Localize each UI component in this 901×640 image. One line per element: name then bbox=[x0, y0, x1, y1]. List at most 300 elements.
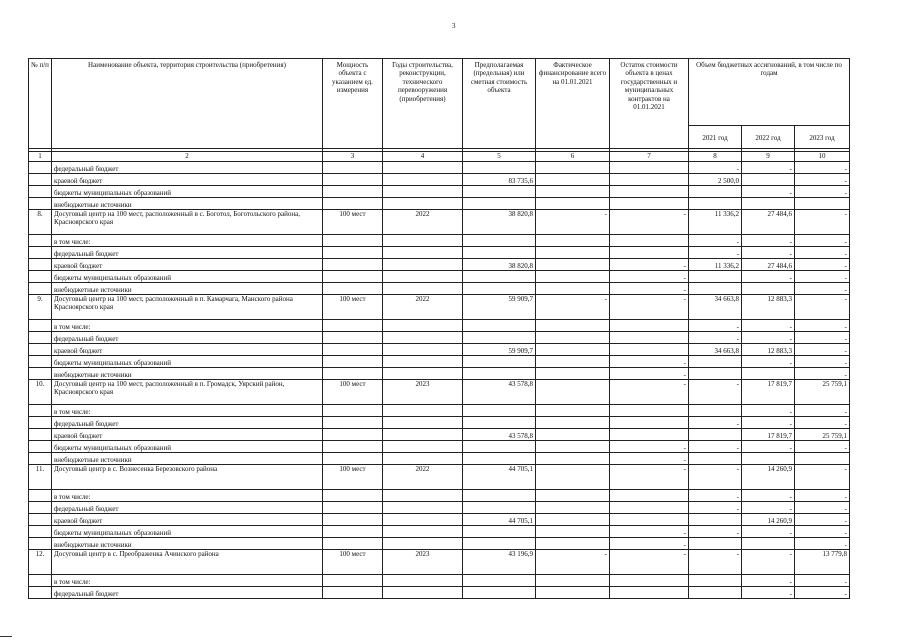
remaining-cost-cell: - bbox=[610, 526, 689, 538]
year-2022-cell bbox=[742, 453, 795, 465]
object-row bbox=[29, 465, 850, 490]
remaining-cost-cell bbox=[610, 587, 689, 599]
estimated-cost-cell: 83 735,6 bbox=[463, 174, 536, 186]
estimated-cost-cell bbox=[463, 441, 536, 453]
column-number: 10 bbox=[795, 152, 850, 162]
header-years: Годы строительства, реконструкции, технического перевооружения (приобретения) bbox=[383, 59, 463, 149]
object-name: внебюджетные источники bbox=[52, 283, 323, 295]
actual-funding-cell bbox=[536, 235, 610, 247]
years-cell bbox=[383, 502, 463, 514]
capacity-cell: 100 мест bbox=[323, 295, 383, 320]
budget-source-row bbox=[29, 174, 850, 186]
row-number: 12. bbox=[29, 550, 52, 575]
estimated-cost-cell bbox=[463, 502, 536, 514]
row-number bbox=[29, 587, 52, 599]
remaining-cost-cell bbox=[610, 162, 689, 174]
capacity-cell bbox=[323, 429, 383, 441]
budget-source-row bbox=[29, 429, 850, 441]
year-2023-cell: 25 759,1 bbox=[795, 380, 850, 405]
year-2021-cell: 2 500,0 bbox=[689, 174, 742, 186]
header-year-2021: 2021 год bbox=[689, 126, 742, 149]
remaining-cost-cell: - bbox=[610, 441, 689, 453]
capacity-cell bbox=[323, 162, 383, 174]
remaining-cost-cell: - bbox=[610, 550, 689, 575]
object-name: внебюджетные источники bbox=[52, 368, 323, 380]
budget-table-container bbox=[28, 58, 850, 599]
estimated-cost-cell bbox=[463, 332, 536, 344]
year-2021-cell: - bbox=[689, 162, 742, 174]
row-number bbox=[29, 441, 52, 453]
year-2022-cell: 14 260,9 bbox=[742, 514, 795, 526]
years-cell bbox=[383, 271, 463, 283]
remaining-cost-cell: - bbox=[610, 295, 689, 320]
row-number bbox=[29, 198, 52, 210]
row-number: 10. bbox=[29, 380, 52, 405]
year-2021-cell bbox=[689, 587, 742, 599]
years-cell bbox=[383, 283, 463, 295]
year-2021-cell bbox=[689, 198, 742, 210]
capacity-cell bbox=[323, 283, 383, 295]
object-name: федеральный бюджет bbox=[52, 502, 323, 514]
remaining-cost-cell bbox=[610, 332, 689, 344]
row-number bbox=[29, 344, 52, 356]
header-year-2022: 2022 год bbox=[742, 126, 795, 149]
remaining-cost-cell: - bbox=[610, 356, 689, 368]
actual-funding-cell bbox=[536, 198, 610, 210]
capacity-cell bbox=[323, 453, 383, 465]
estimated-cost-cell bbox=[463, 587, 536, 599]
capacity-cell bbox=[323, 417, 383, 429]
object-name: в том числе: bbox=[52, 490, 323, 502]
years-cell bbox=[383, 368, 463, 380]
year-2023-cell: - bbox=[795, 235, 850, 247]
year-2022-cell: - bbox=[742, 587, 795, 599]
year-2023-cell: - bbox=[795, 538, 850, 550]
column-numbers-row bbox=[29, 152, 850, 162]
year-2021-cell bbox=[689, 186, 742, 198]
header-name: Наименование объекта, территория строительства (приобретения) bbox=[52, 59, 323, 149]
actual-funding-cell bbox=[536, 162, 610, 174]
capacity-cell bbox=[323, 174, 383, 186]
years-cell bbox=[383, 538, 463, 550]
budget-source-row bbox=[29, 490, 850, 502]
year-2022-cell: - bbox=[742, 162, 795, 174]
remaining-cost-cell bbox=[610, 344, 689, 356]
capacity-cell bbox=[323, 538, 383, 550]
budget-source-row bbox=[29, 453, 850, 465]
years-cell: 2022 bbox=[383, 465, 463, 490]
years-cell: 2023 bbox=[383, 380, 463, 405]
row-number bbox=[29, 283, 52, 295]
budget-source-row bbox=[29, 405, 850, 417]
object-row bbox=[29, 550, 850, 575]
remaining-cost-cell bbox=[610, 417, 689, 429]
years-cell bbox=[383, 174, 463, 186]
header-capacity: Мощность объекта с указанием ед. измерения bbox=[323, 59, 383, 149]
object-name: краевой бюджет bbox=[52, 259, 323, 271]
years-cell bbox=[383, 356, 463, 368]
year-2023-cell bbox=[795, 198, 850, 210]
row-number bbox=[29, 429, 52, 441]
actual-funding-cell bbox=[536, 332, 610, 344]
year-2023-cell: - bbox=[795, 186, 850, 198]
header-estimated-cost: Предполагаемая (предельная) или сметная стоимость объекта bbox=[463, 59, 536, 149]
budget-source-row bbox=[29, 247, 850, 259]
year-2022-cell: - bbox=[742, 320, 795, 332]
year-2022-cell: - bbox=[742, 186, 795, 198]
actual-funding-cell bbox=[536, 538, 610, 550]
estimated-cost-cell: 44 705,1 bbox=[463, 465, 536, 490]
actual-funding-cell bbox=[536, 368, 610, 380]
capacity-cell bbox=[323, 441, 383, 453]
actual-funding-cell bbox=[536, 271, 610, 283]
budget-source-row bbox=[29, 259, 850, 271]
remaining-cost-cell bbox=[610, 405, 689, 417]
object-row bbox=[29, 295, 850, 320]
year-2022-cell bbox=[742, 538, 795, 550]
year-2023-cell: - bbox=[795, 320, 850, 332]
actual-funding-cell bbox=[536, 526, 610, 538]
estimated-cost-cell: 43 196,9 bbox=[463, 550, 536, 575]
object-name: бюджеты муниципальных образований bbox=[52, 441, 323, 453]
remaining-cost-cell: - bbox=[610, 453, 689, 465]
budget-source-row bbox=[29, 526, 850, 538]
year-2022-cell: 17 819,7 bbox=[742, 429, 795, 441]
budget-source-row bbox=[29, 538, 850, 550]
year-2022-cell: 27 484,6 bbox=[742, 210, 795, 235]
object-name: бюджеты муниципальных образований bbox=[52, 526, 323, 538]
year-2023-cell: - bbox=[795, 259, 850, 271]
estimated-cost-cell: 38 820,8 bbox=[463, 259, 536, 271]
years-cell: 2022 bbox=[383, 295, 463, 320]
year-2023-cell: - bbox=[795, 587, 850, 599]
actual-funding-cell bbox=[536, 441, 610, 453]
year-2023-cell: - bbox=[795, 368, 850, 380]
year-2021-cell: - bbox=[689, 465, 742, 490]
actual-funding-cell bbox=[536, 587, 610, 599]
actual-funding-cell bbox=[536, 514, 610, 526]
actual-funding-cell bbox=[536, 380, 610, 405]
estimated-cost-cell bbox=[463, 283, 536, 295]
remaining-cost-cell: - bbox=[610, 368, 689, 380]
column-number: 2 bbox=[52, 152, 323, 162]
year-2021-cell bbox=[689, 575, 742, 587]
estimated-cost-cell: 59 909,7 bbox=[463, 344, 536, 356]
year-2021-cell: - bbox=[689, 526, 742, 538]
capacity-cell bbox=[323, 368, 383, 380]
years-cell bbox=[383, 259, 463, 271]
capacity-cell bbox=[323, 405, 383, 417]
year-2021-cell bbox=[689, 538, 742, 550]
year-2022-cell bbox=[742, 283, 795, 295]
capacity-cell: 100 мест bbox=[323, 465, 383, 490]
capacity-cell: 100 мест bbox=[323, 210, 383, 235]
year-2021-cell: - bbox=[689, 550, 742, 575]
object-name: бюджеты муниципальных образований bbox=[52, 186, 323, 198]
actual-funding-cell: - bbox=[536, 210, 610, 235]
estimated-cost-cell bbox=[463, 575, 536, 587]
column-number: 1 bbox=[29, 152, 52, 162]
row-number bbox=[29, 538, 52, 550]
year-2021-cell: 34 663,8 bbox=[689, 344, 742, 356]
year-2022-cell: 17 819,7 bbox=[742, 380, 795, 405]
remaining-cost-cell bbox=[610, 198, 689, 210]
year-2022-cell: 27 484,6 bbox=[742, 259, 795, 271]
object-name: в том числе: bbox=[52, 235, 323, 247]
remaining-cost-cell: - bbox=[610, 465, 689, 490]
actual-funding-cell bbox=[536, 575, 610, 587]
year-2023-cell bbox=[795, 453, 850, 465]
header-remaining-cost: Остаток стоимости объекта в ценах государственных и муниципальных контрактов на 01.01.2021 bbox=[610, 59, 689, 149]
row-number bbox=[29, 186, 52, 198]
actual-funding-cell bbox=[536, 259, 610, 271]
years-cell: 2022 bbox=[383, 210, 463, 235]
budget-source-row bbox=[29, 514, 850, 526]
row-number bbox=[29, 417, 52, 429]
estimated-cost-cell bbox=[463, 186, 536, 198]
years-cell: 2023 bbox=[383, 550, 463, 575]
row-number bbox=[29, 405, 52, 417]
year-2021-cell bbox=[689, 453, 742, 465]
actual-funding-cell: - bbox=[536, 550, 610, 575]
years-cell bbox=[383, 162, 463, 174]
estimated-cost-cell: 59 909,7 bbox=[463, 295, 536, 320]
budget-source-row bbox=[29, 502, 850, 514]
object-name: Досуговый центр в с. Вознесенка Березовского района bbox=[52, 465, 323, 490]
years-cell bbox=[383, 405, 463, 417]
row-number bbox=[29, 490, 52, 502]
header-budget-allocation: Объем бюджетных ассигнований, в том числе по годам bbox=[689, 59, 850, 126]
object-name: бюджеты муниципальных образований bbox=[52, 271, 323, 283]
actual-funding-cell bbox=[536, 247, 610, 259]
year-2021-cell: 11 336,2 bbox=[689, 259, 742, 271]
estimated-cost-cell bbox=[463, 538, 536, 550]
estimated-cost-cell bbox=[463, 247, 536, 259]
year-2021-cell: 11 336,2 bbox=[689, 210, 742, 235]
remaining-cost-cell bbox=[610, 186, 689, 198]
header-num: № п/п bbox=[29, 59, 52, 149]
year-2022-cell: - bbox=[742, 235, 795, 247]
estimated-cost-cell bbox=[463, 526, 536, 538]
year-2023-cell: - bbox=[795, 526, 850, 538]
remaining-cost-cell bbox=[610, 247, 689, 259]
capacity-cell bbox=[323, 332, 383, 344]
actual-funding-cell bbox=[536, 502, 610, 514]
remaining-cost-cell bbox=[610, 429, 689, 441]
estimated-cost-cell: 38 820,8 bbox=[463, 210, 536, 235]
year-2022-cell: - bbox=[742, 247, 795, 259]
budget-source-row bbox=[29, 441, 850, 453]
year-2023-cell: - bbox=[795, 295, 850, 320]
year-2023-cell: - bbox=[795, 490, 850, 502]
years-cell bbox=[383, 186, 463, 198]
year-2022-cell bbox=[742, 174, 795, 186]
year-2022-cell: - bbox=[742, 490, 795, 502]
years-cell bbox=[383, 417, 463, 429]
years-cell bbox=[383, 320, 463, 332]
year-2023-cell: - bbox=[795, 441, 850, 453]
row-number bbox=[29, 271, 52, 283]
year-2022-cell: - bbox=[742, 550, 795, 575]
table-body bbox=[29, 162, 850, 599]
capacity-cell bbox=[323, 235, 383, 247]
object-name: в том числе: bbox=[52, 575, 323, 587]
budget-source-row bbox=[29, 368, 850, 380]
budget-source-row bbox=[29, 186, 850, 198]
year-2021-cell: - bbox=[689, 247, 742, 259]
row-number bbox=[29, 368, 52, 380]
remaining-cost-cell bbox=[610, 502, 689, 514]
remaining-cost-cell: - bbox=[610, 283, 689, 295]
object-name: федеральный бюджет bbox=[52, 162, 323, 174]
object-row bbox=[29, 380, 850, 405]
capacity-cell bbox=[323, 514, 383, 526]
estimated-cost-cell bbox=[463, 320, 536, 332]
remaining-cost-cell: - bbox=[610, 380, 689, 405]
column-number: 3 bbox=[323, 152, 383, 162]
year-2023-cell: - bbox=[795, 405, 850, 417]
year-2023-cell: - bbox=[795, 502, 850, 514]
years-cell bbox=[383, 575, 463, 587]
actual-funding-cell bbox=[536, 356, 610, 368]
object-name: Досуговый центр на 100 мест, расположенный в с. Боготол, Боготольского района, Красноярского края bbox=[52, 210, 323, 235]
year-2021-cell bbox=[689, 405, 742, 417]
object-name: краевой бюджет bbox=[52, 429, 323, 441]
capacity-cell bbox=[323, 198, 383, 210]
year-2022-cell: - bbox=[742, 441, 795, 453]
actual-funding-cell bbox=[536, 320, 610, 332]
header-actual-funding: Фактическое финансирование всего на 01.01.2021 bbox=[536, 59, 610, 149]
years-cell bbox=[383, 490, 463, 502]
row-number: 8. bbox=[29, 210, 52, 235]
year-2023-cell: - bbox=[795, 514, 850, 526]
year-2022-cell: - bbox=[742, 502, 795, 514]
year-2021-cell: 34 663,8 bbox=[689, 295, 742, 320]
column-number: 9 bbox=[742, 152, 795, 162]
years-cell bbox=[383, 235, 463, 247]
year-2023-cell: - bbox=[795, 575, 850, 587]
budget-source-row bbox=[29, 587, 850, 599]
year-2023-cell: - bbox=[795, 465, 850, 490]
object-name: федеральный бюджет bbox=[52, 417, 323, 429]
row-number bbox=[29, 235, 52, 247]
year-2021-cell: - bbox=[689, 441, 742, 453]
budget-source-row bbox=[29, 235, 850, 247]
year-2021-cell: - bbox=[689, 490, 742, 502]
remaining-cost-cell: - bbox=[610, 259, 689, 271]
remaining-cost-cell: - bbox=[610, 210, 689, 235]
year-2022-cell: 14 260,9 bbox=[742, 465, 795, 490]
year-2022-cell: - bbox=[742, 575, 795, 587]
object-name: бюджеты муниципальных образований bbox=[52, 356, 323, 368]
header-year-2023: 2023 год bbox=[795, 126, 850, 149]
object-name: внебюджетные источники bbox=[52, 453, 323, 465]
year-2022-cell: - bbox=[742, 271, 795, 283]
years-cell bbox=[383, 526, 463, 538]
years-cell bbox=[383, 198, 463, 210]
year-2023-cell: 13 779,8 bbox=[795, 550, 850, 575]
year-2023-cell: - bbox=[795, 356, 850, 368]
estimated-cost-cell bbox=[463, 453, 536, 465]
row-number bbox=[29, 502, 52, 514]
object-name: краевой бюджет bbox=[52, 514, 323, 526]
years-cell bbox=[383, 344, 463, 356]
year-2022-cell bbox=[742, 198, 795, 210]
remaining-cost-cell: - bbox=[610, 538, 689, 550]
row-number bbox=[29, 356, 52, 368]
year-2022-cell: 12 883,3 bbox=[742, 344, 795, 356]
object-name: федеральный бюджет bbox=[52, 247, 323, 259]
estimated-cost-cell: 43 578,8 bbox=[463, 380, 536, 405]
years-cell bbox=[383, 514, 463, 526]
row-number bbox=[29, 259, 52, 271]
years-cell bbox=[383, 332, 463, 344]
budget-table bbox=[28, 58, 850, 599]
row-number bbox=[29, 174, 52, 186]
row-number bbox=[29, 247, 52, 259]
row-number bbox=[29, 575, 52, 587]
capacity-cell bbox=[323, 587, 383, 599]
budget-source-row bbox=[29, 417, 850, 429]
capacity-cell bbox=[323, 502, 383, 514]
capacity-cell bbox=[323, 186, 383, 198]
year-2023-cell: - bbox=[795, 332, 850, 344]
capacity-cell bbox=[323, 356, 383, 368]
year-2022-cell: - bbox=[742, 356, 795, 368]
capacity-cell bbox=[323, 259, 383, 271]
capacity-cell bbox=[323, 247, 383, 259]
year-2021-cell: - bbox=[689, 417, 742, 429]
object-name: внебюджетные источники bbox=[52, 538, 323, 550]
row-number bbox=[29, 162, 52, 174]
year-2021-cell bbox=[689, 514, 742, 526]
year-2021-cell bbox=[689, 356, 742, 368]
capacity-cell bbox=[323, 490, 383, 502]
row-number: 11. bbox=[29, 465, 52, 490]
year-2023-cell: - bbox=[795, 210, 850, 235]
year-2023-cell: - bbox=[795, 247, 850, 259]
actual-funding-cell bbox=[536, 283, 610, 295]
year-2023-cell: - bbox=[795, 174, 850, 186]
row-number bbox=[29, 514, 52, 526]
capacity-cell: 100 мест bbox=[323, 380, 383, 405]
capacity-cell: 100 мест bbox=[323, 550, 383, 575]
budget-source-row bbox=[29, 575, 850, 587]
object-row bbox=[29, 210, 850, 235]
estimated-cost-cell bbox=[463, 198, 536, 210]
budget-source-row bbox=[29, 320, 850, 332]
years-cell bbox=[383, 429, 463, 441]
year-2022-cell: - bbox=[742, 417, 795, 429]
year-2022-cell: - bbox=[742, 405, 795, 417]
year-2021-cell: - bbox=[689, 235, 742, 247]
year-2021-cell: - bbox=[689, 502, 742, 514]
estimated-cost-cell bbox=[463, 271, 536, 283]
year-2022-cell: - bbox=[742, 332, 795, 344]
row-number: 9. bbox=[29, 295, 52, 320]
remaining-cost-cell bbox=[610, 514, 689, 526]
actual-funding-cell bbox=[536, 344, 610, 356]
year-2022-cell: 12 883,3 bbox=[742, 295, 795, 320]
budget-source-row bbox=[29, 283, 850, 295]
year-2023-cell: - bbox=[795, 283, 850, 295]
capacity-cell bbox=[323, 320, 383, 332]
year-2021-cell: - bbox=[689, 320, 742, 332]
object-name: Досуговый центр на 100 мест, расположенный в п. Громадск, Уярский район, Красноярского края bbox=[52, 380, 323, 405]
object-name: в том числе: bbox=[52, 320, 323, 332]
actual-funding-cell bbox=[536, 405, 610, 417]
budget-source-row bbox=[29, 332, 850, 344]
